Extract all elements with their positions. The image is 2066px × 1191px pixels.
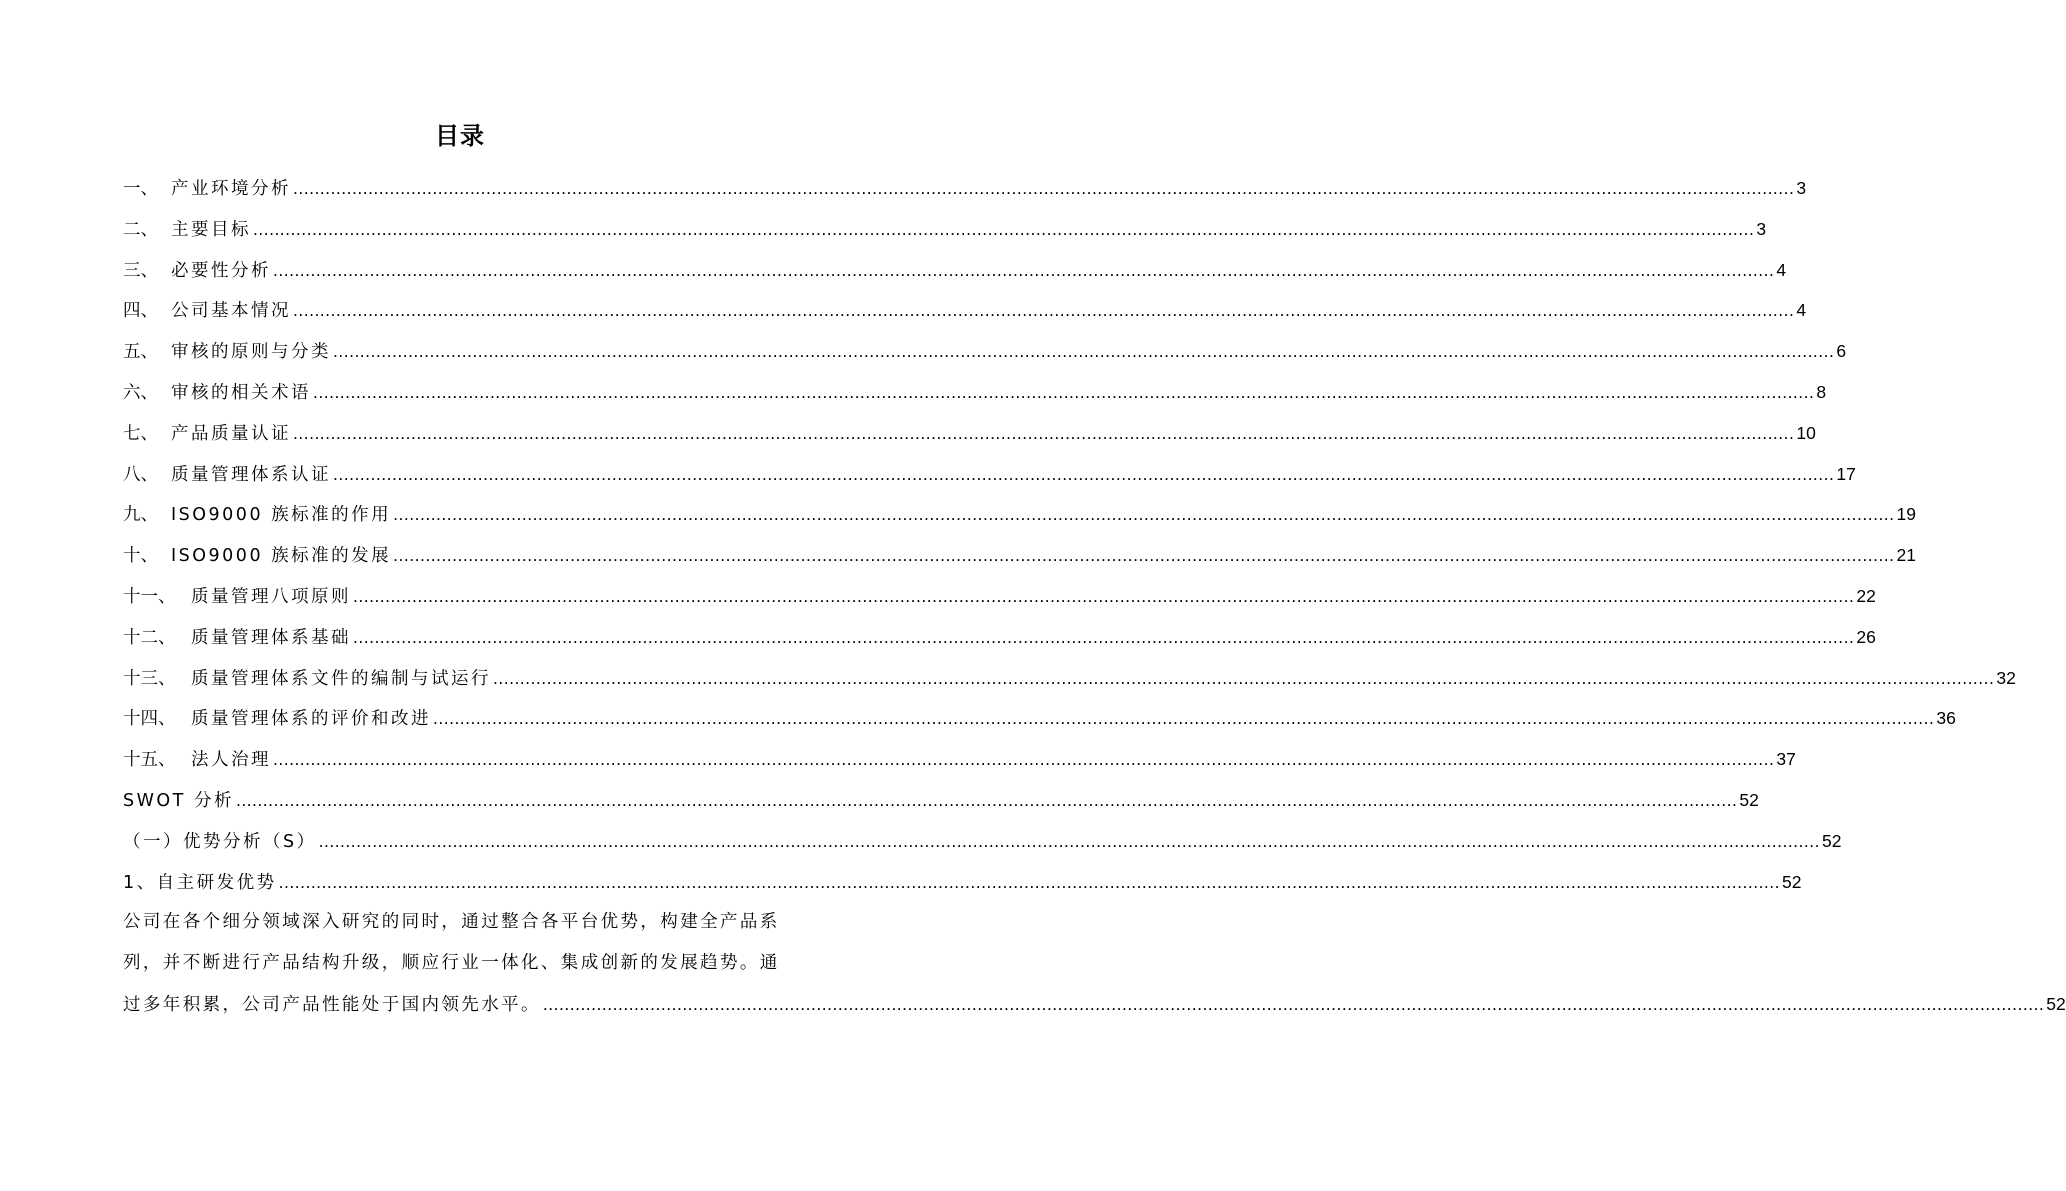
toc-entry-title: 法人治理 <box>191 750 271 771</box>
toc-entry-title: 质量管理体系基础 <box>191 627 351 648</box>
toc-entry-page: 26 <box>1856 626 1876 647</box>
dot-leader: ........................................................................................................................................................................................................................................................................................ <box>333 463 1835 484</box>
dot-leader: ........................................................................................................................................................................................................................................................................................ <box>278 871 1781 892</box>
dot-leader: ........................................................................................................................................................................................................................................................................................ <box>318 830 1820 851</box>
toc-entry-title: （一）优势分析（S） <box>123 831 317 852</box>
dot-leader: ........................................................................................................................................................................................................................................................................................ <box>493 667 1995 688</box>
dot-leader: ........................................................................................................................................................................................................................................................................................ <box>293 178 1795 198</box>
toc-entry-title: 质量管理体系认证 <box>171 464 331 485</box>
toc-entry-number: 四、 <box>123 301 158 322</box>
paragraph-last-line <box>123 984 2066 1025</box>
toc-entry[interactable] <box>123 454 1856 495</box>
toc-entry-page: 52 <box>2046 994 2066 1014</box>
toc-entry-page: 37 <box>1776 749 1796 770</box>
toc-entry[interactable] <box>123 576 1876 617</box>
toc-entry-page: 52 <box>1782 871 1802 892</box>
toc-entry-page: 32 <box>1996 667 2016 688</box>
toc-entry[interactable] <box>123 331 1847 372</box>
toc-entry[interactable] <box>123 780 1759 821</box>
paragraph-line: 过多年积累，公司产品性能处于国内领先水平。 <box>123 995 541 1015</box>
toc-entry-title: 必要性分析 <box>171 260 271 281</box>
toc-entry-title: 产业环境分析 <box>171 179 291 199</box>
toc-paragraph-entry[interactable] <box>123 902 2066 1025</box>
dot-leader: ........................................................................................................................................................................................................................................................................................ <box>393 504 1895 525</box>
toc-entry-page: 52 <box>1739 789 1759 810</box>
toc-entry-number: 十五、 <box>123 750 176 771</box>
toc-entry-page: 17 <box>1836 463 1856 484</box>
dot-leader: ........................................................................................................................................................................................................................................................................................ <box>542 994 2045 1014</box>
toc-entry[interactable] <box>123 698 1956 739</box>
toc-entry-title: 1、自主研发优势 <box>123 872 277 893</box>
toc-entry[interactable] <box>123 250 1787 291</box>
toc-entry-number: 三、 <box>123 260 158 281</box>
toc-entry-page: 6 <box>1836 341 1847 362</box>
dot-leader: ........................................................................................................................................................................................................................................................................................ <box>393 545 1895 566</box>
dot-leader: ........................................................................................................................................................................................................................................................................................ <box>353 626 1855 647</box>
toc-entry-page: 8 <box>1816 381 1827 402</box>
toc-entry[interactable] <box>123 658 2016 699</box>
dot-leader: ........................................................................................................................................................................................................................................................................................ <box>333 341 1835 362</box>
toc-entry-number: 十三、 <box>123 668 176 689</box>
toc-entry[interactable] <box>123 535 1917 576</box>
toc-entry[interactable] <box>123 494 1917 535</box>
toc-entry-title: 审核的相关术语 <box>171 382 311 403</box>
dot-leader: ........................................................................................................................................................................................................................................................................................ <box>353 585 1855 606</box>
toc-entry-page: 3 <box>1796 178 1807 198</box>
toc-entry-page: 3 <box>1756 218 1767 239</box>
toc-entry[interactable] <box>123 290 1807 331</box>
toc-entry-title: ISO9000 族标准的发展 <box>171 546 392 567</box>
dot-leader: ........................................................................................................................................................................................................................................................................................ <box>253 218 1755 239</box>
toc-entry-page: 52 <box>1822 830 1842 851</box>
toc-entry-title: 质量管理体系文件的编制与试运行 <box>191 668 491 689</box>
toc-entry-number: 十二、 <box>123 627 176 648</box>
toc-entry-page: 10 <box>1796 422 1816 443</box>
toc-entry[interactable] <box>123 739 1796 780</box>
toc-entry-number: 九、 <box>123 505 158 526</box>
toc-entry-number: 一、 <box>123 179 158 199</box>
toc-entry-page: 4 <box>1796 300 1807 321</box>
dot-leader: ........................................................................................................................................................................................................................................................................................ <box>273 749 1775 770</box>
toc-entry[interactable] <box>123 862 1802 903</box>
toc-entry-number: 八、 <box>123 464 158 485</box>
toc-entry-number: 二、 <box>123 219 158 240</box>
dot-leader: ........................................................................................................................................................................................................................................................................................ <box>273 259 1775 280</box>
table-of-contents <box>123 168 2016 902</box>
toc-entry-page: 36 <box>1936 708 1956 729</box>
toc-entry-title: 主要目标 <box>171 219 251 240</box>
toc-entry-title: 公司基本情况 <box>171 301 291 322</box>
toc-entry-title: 质量管理体系的评价和改进 <box>191 709 431 730</box>
toc-entry-page: 19 <box>1896 504 1917 525</box>
dot-leader: ........................................................................................................................................................................................................................................................................................ <box>313 381 1815 402</box>
toc-entry-page: 21 <box>1896 545 1917 566</box>
paragraph-line: 列，并不断进行产品结构升级，顺应行业一体化、集成创新的发展趋势。通 <box>123 953 780 973</box>
toc-entry-title: ISO9000 族标准的作用 <box>171 505 392 526</box>
toc-entry[interactable] <box>123 209 1767 250</box>
toc-entry-title: 产品质量认证 <box>171 423 291 444</box>
dot-leader: ........................................................................................................................................................................................................................................................................................ <box>293 300 1795 321</box>
toc-entry-title: 审核的原则与分类 <box>171 342 331 363</box>
toc-entry-number: 七、 <box>123 423 158 444</box>
paragraph-line: 公司在各个细分领域深入研究的同时，通过整合各平台优势，构建全产品系 <box>123 912 780 932</box>
toc-entry-number: 十四、 <box>123 709 176 730</box>
dot-leader: ........................................................................................................................................................................................................................................................................................ <box>235 789 1738 810</box>
toc-entry-number: 十一、 <box>123 586 176 607</box>
toc-entry-number: 五、 <box>123 342 158 363</box>
toc-entry[interactable] <box>123 413 1816 454</box>
toc-title: 目录 <box>435 122 485 150</box>
toc-entry[interactable] <box>123 168 1807 209</box>
toc-entry-title: SWOT 分析 <box>123 790 234 811</box>
toc-entry-number: 十、 <box>123 546 158 567</box>
toc-entry[interactable] <box>123 821 1842 862</box>
toc-entry-number: 六、 <box>123 382 158 403</box>
toc-entry-page: 22 <box>1856 585 1876 606</box>
toc-entry-title: 质量管理八项原则 <box>191 586 351 607</box>
dot-leader: ........................................................................................................................................................................................................................................................................................ <box>433 708 1935 729</box>
toc-entry[interactable] <box>123 617 1876 658</box>
dot-leader: ........................................................................................................................................................................................................................................................................................ <box>293 422 1795 443</box>
toc-entry-page: 4 <box>1776 259 1787 280</box>
toc-entry[interactable] <box>123 372 1827 413</box>
